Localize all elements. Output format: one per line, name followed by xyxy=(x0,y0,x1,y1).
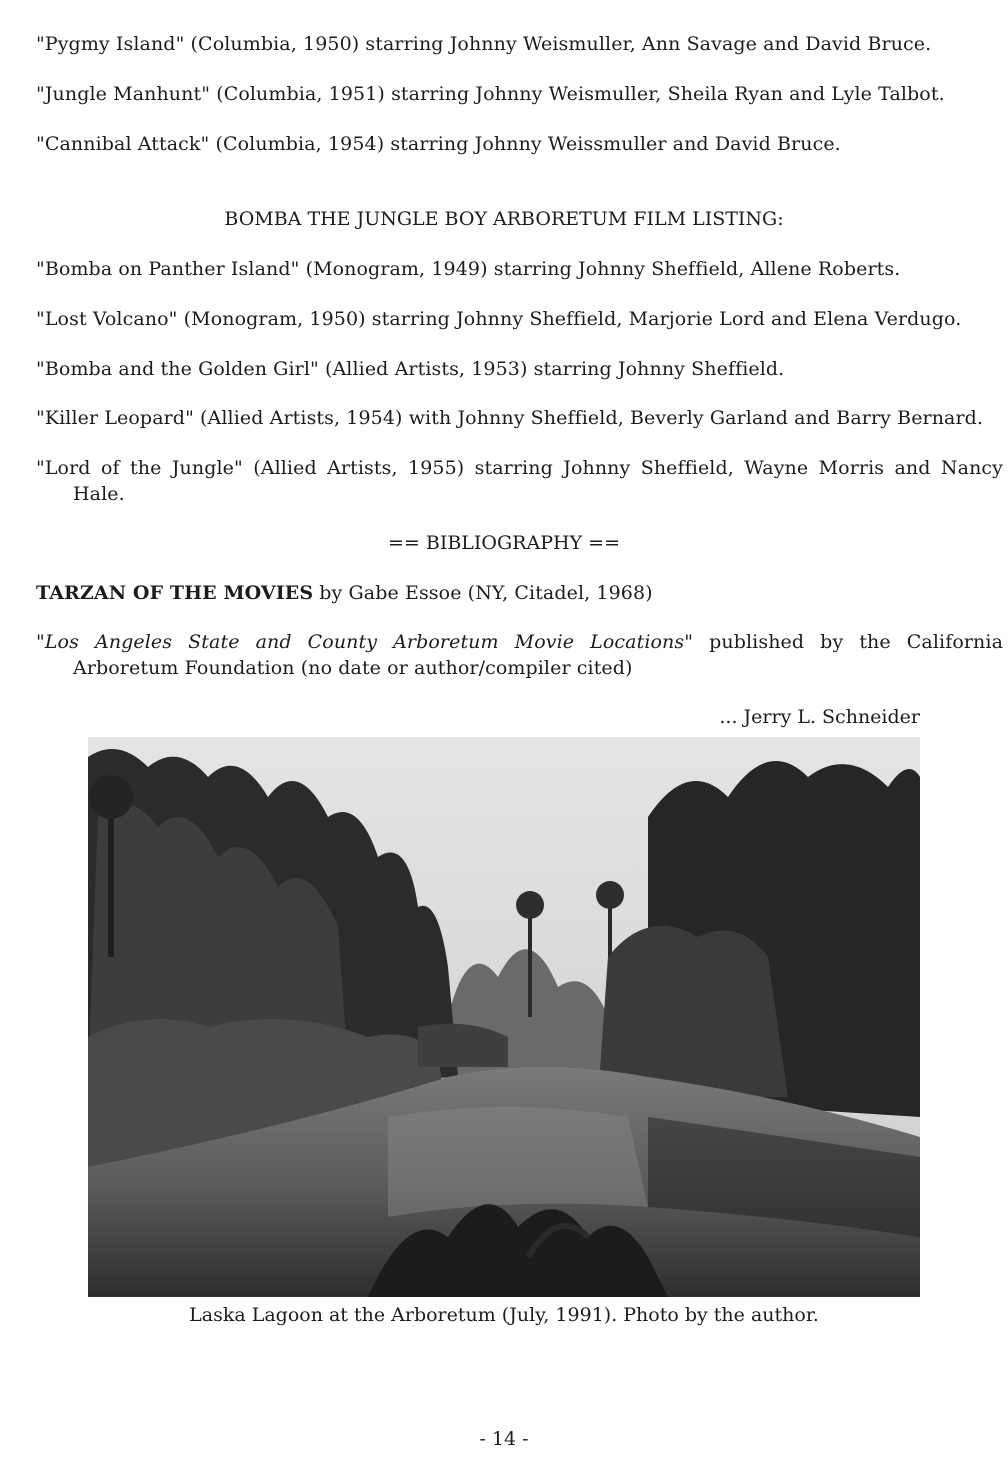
bibliography-heading: == BIBLIOGRAPHY == xyxy=(388,532,620,554)
tarzan-film-jungle-manhunt: "Jungle Manhunt" (Columbia, 1951) starring Johnny Weismuller, Sheila Ryan and Lyle Talbot. xyxy=(36,83,945,105)
bomba-film-golden-girl: "Bomba and the Golden Girl" (Allied Artists, 1953) starring Johnny Sheffield. xyxy=(36,358,785,380)
tarzan-film-cannibal-attack: "Cannibal Attack" (Columbia, 1954) starring Johnny Weissmuller and David Bruce. xyxy=(36,133,841,155)
laska-lagoon-photo xyxy=(88,737,920,1297)
bibliography-entry-arboretum-locations xyxy=(36,629,1003,681)
bibliography-title: TARZAN OF THE MOVIES xyxy=(36,582,314,604)
bibliography-details: published by the California Arboretum Foundation (no date or author/compiler cited) xyxy=(73,631,1003,679)
bibliography-details: by Gabe Essoe (NY, Citadel, 1968) xyxy=(313,582,653,604)
bomba-film-lord-of-the-jungle: "Lord of the Jungle" (Allied Artists, 1955) starring Johnny Sheffield, Wayne Morris and Nancy Hale. xyxy=(36,457,1003,505)
photo-caption: Laska Lagoon at the Arboretum (July, 1991). Photo by the author. xyxy=(189,1304,819,1326)
bomba-section-heading: BOMBA THE JUNGLE BOY ARBORETUM FILM LISTING: xyxy=(224,208,784,230)
tarzan-film-pygmy-island: "Pygmy Island" (Columbia, 1950) starring Johnny Weismuller, Ann Savage and David Bruce. xyxy=(36,33,932,55)
bomba-film-killer-leopard: "Killer Leopard" (Allied Artists, 1954) with Johnny Sheffield, Beverly Garland and Barry Bernard. xyxy=(36,407,984,429)
author-byline: ... Jerry L. Schneider xyxy=(719,706,920,728)
page-number: - 14 - xyxy=(479,1428,529,1450)
bomba-film-lost-volcano: "Lost Volcano" (Monogram, 1950) starring Johnny Sheffield, Marjorie Lord and Elena Verdugo. xyxy=(36,308,962,330)
bibliography-entry-tarzan-of-the-movies xyxy=(36,580,966,606)
bibliography-title: "Los Angeles State and County Arboretum Movie Locations" xyxy=(36,631,694,653)
bomba-film-panther-island: "Bomba on Panther Island" (Monogram, 1949) starring Johnny Sheffield, Allene Roberts. xyxy=(36,258,901,280)
